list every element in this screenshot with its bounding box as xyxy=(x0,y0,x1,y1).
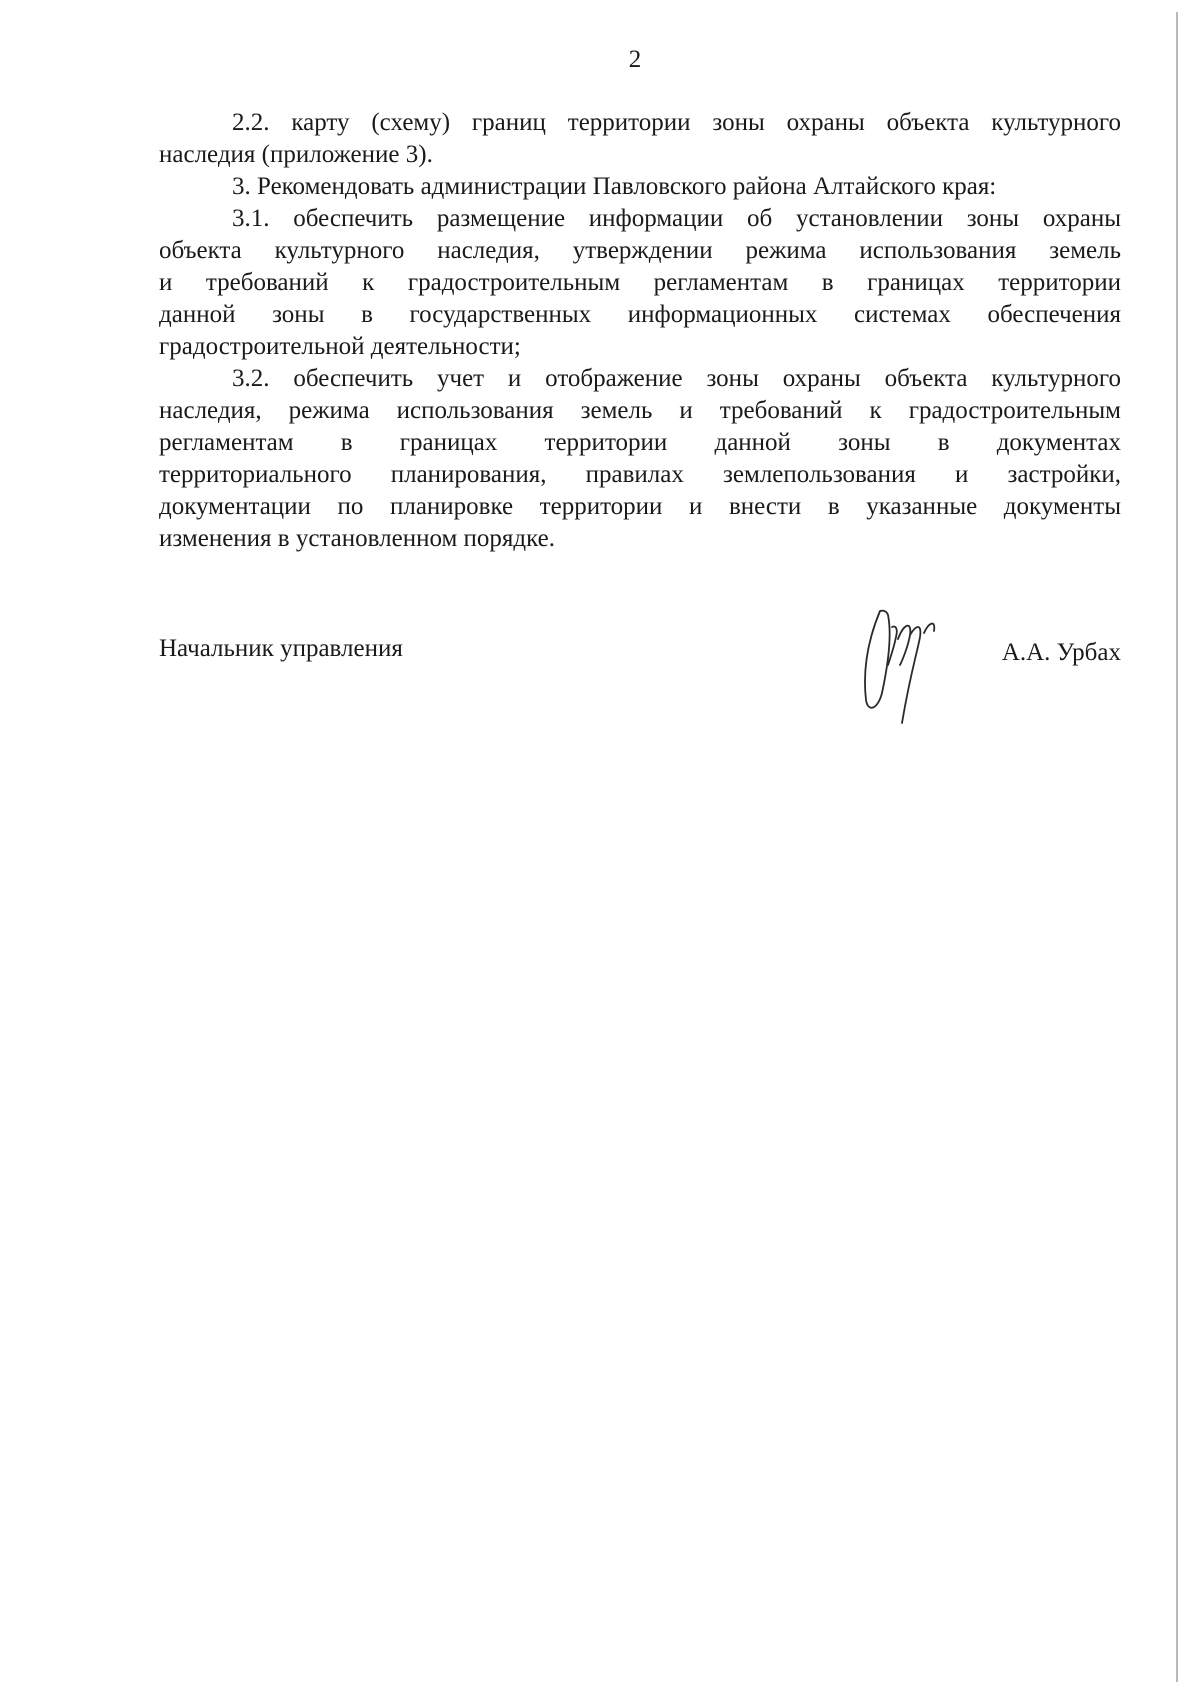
text-line: градостроительной деятельности; xyxy=(159,333,521,360)
text-line: 3. Рекомендовать администрации Павловского района Алтайского края: xyxy=(232,173,997,200)
paragraph-3-2 xyxy=(159,363,1121,555)
text-line: регламентам в границах территории данной зоны в документах xyxy=(159,429,1121,456)
signer-name: А.А. Урбах xyxy=(1001,639,1121,666)
page-edge-line xyxy=(1176,12,1178,1682)
text-line: территориального планирования, правилах землепользования и застройки, xyxy=(159,461,1121,488)
signer-position: Начальник управления xyxy=(159,635,403,662)
text-line: объекта культурного наследия, утверждении режима использования земель xyxy=(159,237,1121,264)
text-line: данной зоны в государственных информационных системах обеспечения xyxy=(159,301,1121,328)
text-line: документации по планировке территории и внести в указанные документы xyxy=(159,493,1121,520)
text-line: 2.2. карту (схему) границ территории зоны охраны объекта культурного xyxy=(232,109,1121,136)
text-line: 3.1. обеспечить размещение информации об установлении зоны охраны xyxy=(232,205,1121,232)
paragraph-3-1 xyxy=(159,203,1121,363)
text-line: изменения в установленном порядке. xyxy=(159,525,556,552)
paragraph-2-2 xyxy=(159,107,1121,171)
handwritten-signature xyxy=(850,605,970,725)
paragraph-3 xyxy=(159,171,1121,203)
document-body xyxy=(159,107,1121,555)
page-number: 2 xyxy=(628,46,642,73)
text-line: 3.2. обеспечить учет и отображение зоны охраны объекта культурного xyxy=(232,365,1121,392)
text-line: наследия (приложение 3). xyxy=(159,141,433,168)
text-line: наследия, режима использования земель и требований к градостроительным xyxy=(159,397,1121,424)
text-line: и требований к градостроительным регламентам в границах территории xyxy=(159,269,1121,296)
